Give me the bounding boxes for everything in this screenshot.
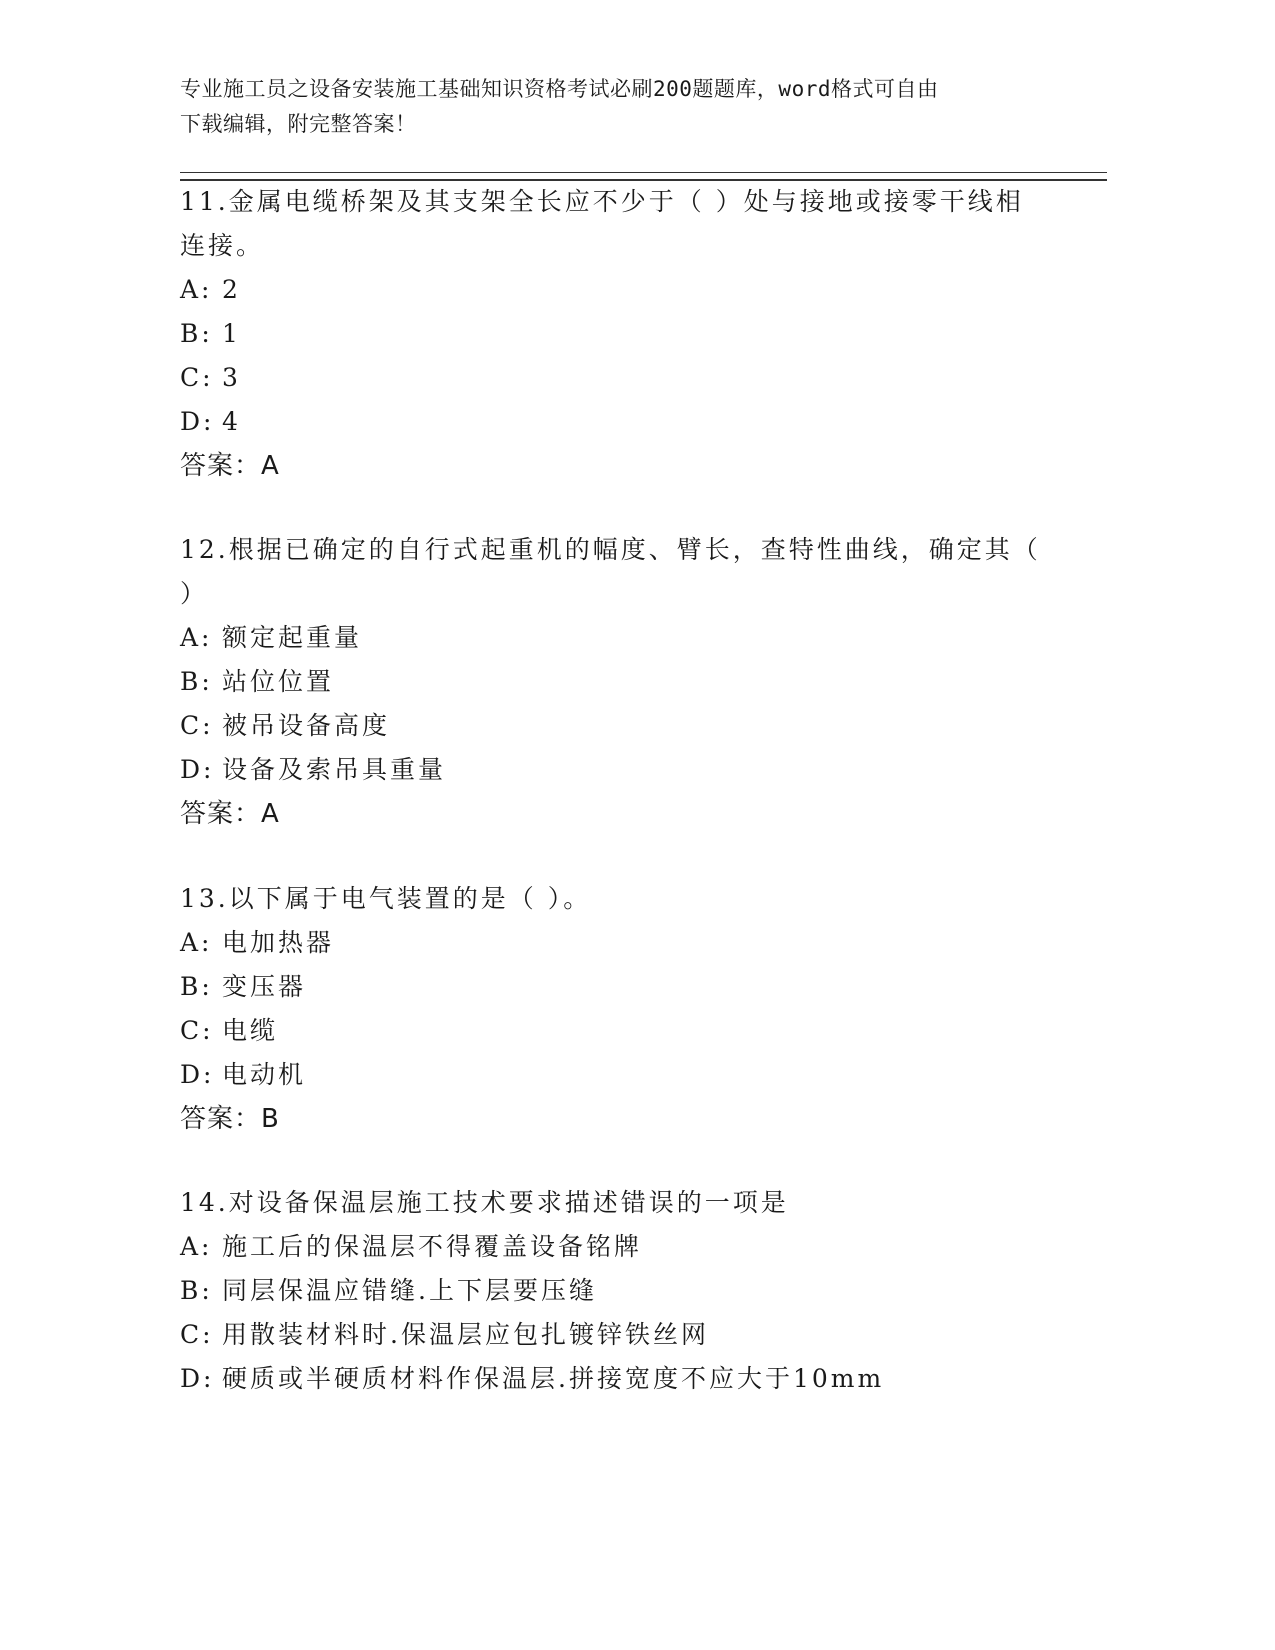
option-a <box>180 921 1060 965</box>
option-d <box>180 1053 1060 1097</box>
option-d <box>180 400 1060 444</box>
question-11 <box>180 180 1060 488</box>
question-14 <box>180 1181 1060 1401</box>
option-a <box>180 1225 1060 1269</box>
header-divider-thin <box>180 172 1107 173</box>
option-key: C: <box>180 711 214 740</box>
option-b <box>180 312 1060 356</box>
question-stem: 13.以下属于电气装置的是（ ）。 <box>180 884 592 913</box>
option-key: A: <box>180 623 213 652</box>
option-a <box>180 616 1060 660</box>
option-text: 用散装材料时.保温层应包扎镀锌铁丝网 <box>222 1320 709 1349</box>
option-key: B: <box>180 319 213 348</box>
option-key: A: <box>180 1232 213 1261</box>
option-key: D: <box>180 407 215 436</box>
option-c <box>180 1313 1060 1357</box>
question-stem: 11.金属电缆桥架及其支架全长应不少于（ ）处与接地或接零干线相 <box>180 187 1024 216</box>
question-stem: 12.根据已确定的自行式起重机的幅度、臂长，查特性曲线，确定其（ <box>180 535 1041 564</box>
option-text: 1 <box>222 319 241 348</box>
option-text: 硬质或半硬质材料作保温层.拼接宽度不应大于10mm <box>222 1364 885 1393</box>
option-text: 4 <box>222 407 241 436</box>
option-b <box>180 660 1060 704</box>
option-key: A: <box>180 275 213 304</box>
option-key: B: <box>180 667 213 696</box>
option-key: B: <box>180 972 213 1001</box>
option-a <box>180 268 1060 312</box>
option-key: C: <box>180 1320 214 1349</box>
option-key: B: <box>180 1276 213 1305</box>
option-c <box>180 704 1060 748</box>
answer: 答案：A <box>180 451 280 481</box>
option-text: 电动机 <box>222 1060 307 1089</box>
option-text: 3 <box>222 363 241 392</box>
option-text: 电缆 <box>222 1016 279 1045</box>
question-stem-continued: ） <box>180 579 209 608</box>
option-text: 施工后的保温层不得覆盖设备铭牌 <box>222 1232 643 1261</box>
option-key: D: <box>180 1060 215 1089</box>
option-text: 电加热器 <box>222 928 335 957</box>
document-header <box>180 72 1050 142</box>
option-d <box>180 748 1060 792</box>
option-d <box>180 1357 1060 1401</box>
option-text: 额定起重量 <box>222 623 363 652</box>
option-text: 设备及索吊具重量 <box>222 755 447 784</box>
question-stem-continued: 连接。 <box>180 231 265 260</box>
option-text: 2 <box>222 275 241 304</box>
option-text: 站位位置 <box>222 667 335 696</box>
option-text: 变压器 <box>222 972 307 1001</box>
option-key: C: <box>180 363 214 392</box>
option-c <box>180 1009 1060 1053</box>
answer: 答案：B <box>180 1104 280 1134</box>
option-key: D: <box>180 755 215 784</box>
option-b <box>180 965 1060 1009</box>
question-12 <box>180 528 1060 836</box>
option-b <box>180 1269 1060 1313</box>
question-stem: 14.对设备保温层施工技术要求描述错误的一项是 <box>180 1188 789 1217</box>
option-key: A: <box>180 928 213 957</box>
header-line-1: 专业施工员之设备安装施工基础知识资格考试必刷200题题库，word格式可自由 <box>180 77 939 101</box>
option-key: D: <box>180 1364 215 1393</box>
header-line-2: 下载编辑，附完整答案！ <box>180 112 417 136</box>
option-text: 被吊设备高度 <box>222 711 391 740</box>
option-text: 同层保温应错缝.上下层要压缝 <box>222 1276 597 1305</box>
answer: 答案：A <box>180 799 280 829</box>
option-c <box>180 356 1060 400</box>
option-key: C: <box>180 1016 214 1045</box>
question-13 <box>180 877 1060 1141</box>
